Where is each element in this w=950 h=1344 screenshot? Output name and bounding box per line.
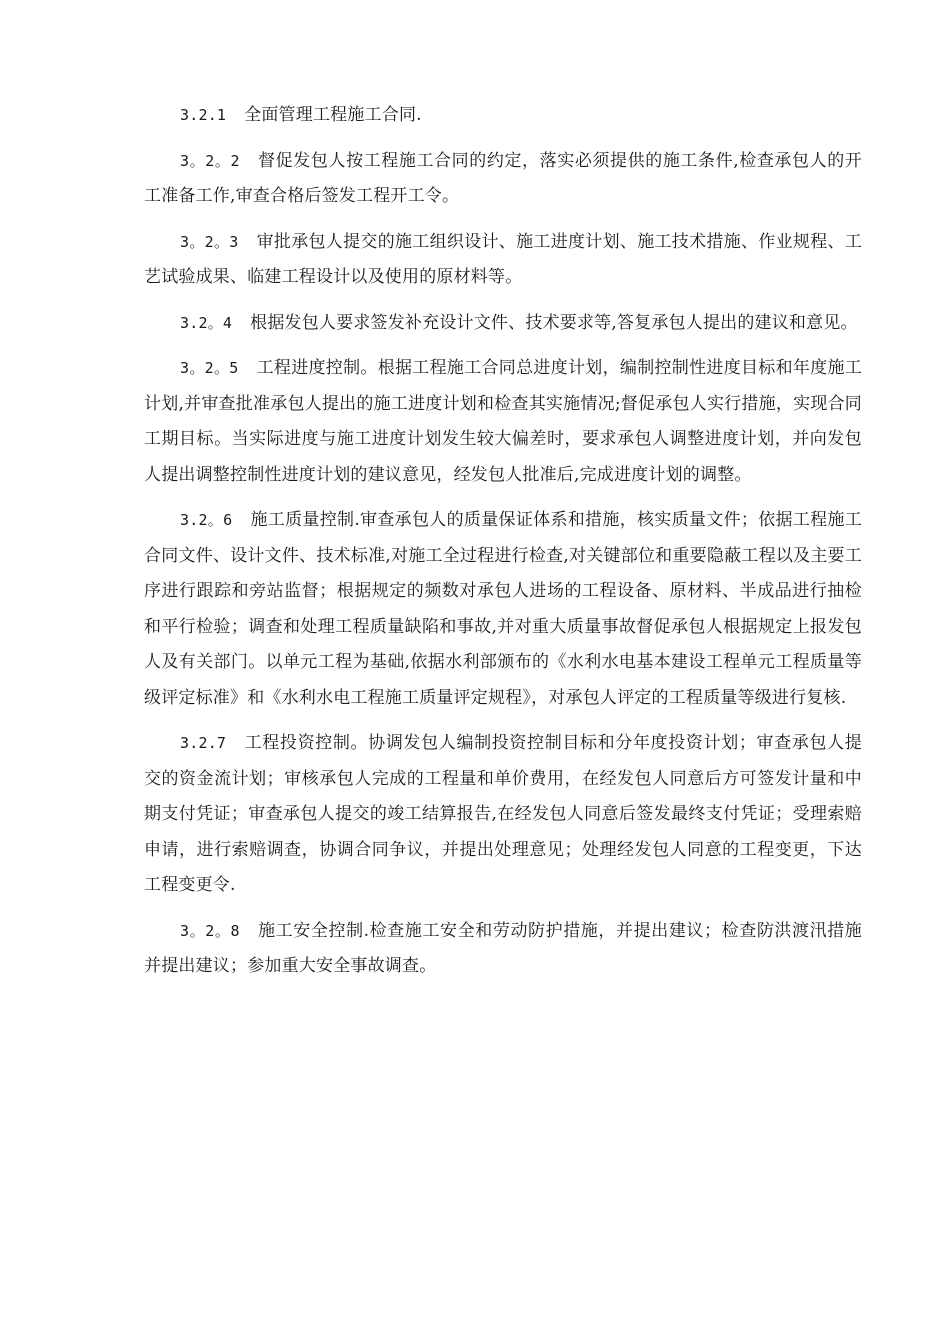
clause-text: 全面管理工程施工合同. bbox=[244, 105, 422, 125]
clause-text: 施工安全控制.检查施工安全和劳动防护措施，并提出建议；检查防洪渡汛措施并提出建议；参加重大安全事故调查。 bbox=[144, 920, 862, 976]
clause-text: 审批承包人提交的施工组织设计、施工进度计划、施工技术措施、作业规程、工艺试验成果、临建工程设计以及使用的原材料等。 bbox=[144, 231, 863, 287]
clause-text: 工程进度控制。根据工程施工合同总进度计划，编制控制性进度目标和年度施工计划,并审查批准承包人提出的施工进度计划和检查其实施情况;督促承包人实行措施，实现合同工期目标。当实际进度与施工进度计划发生较大偏差时，要求承包人调整进度计划，并向发包人提出调整控制性进度计划的建议意见，经发包人批准后,完成进度计划的调整。 bbox=[144, 358, 863, 485]
clause-number: 3.2.7 bbox=[180, 734, 227, 752]
document-body bbox=[144, 98, 862, 995]
clause-3-2-7 bbox=[144, 726, 862, 904]
clause-number: 3。2。3 bbox=[180, 232, 239, 251]
clause-3-2-6 bbox=[144, 503, 862, 716]
clause-3-2-8 bbox=[144, 914, 862, 985]
clause-3-2-2 bbox=[144, 144, 862, 215]
clause-number: 3。2。8 bbox=[180, 921, 240, 940]
clause-number: 3.2。6 bbox=[180, 511, 233, 529]
clause-3-2-5 bbox=[144, 351, 862, 493]
clause-number: 3。2。2 bbox=[180, 151, 240, 170]
clause-number: 3.2.1 bbox=[180, 106, 227, 124]
clause-text: 施工质量控制.审查承包人的质量保证体系和措施，核实质量文件；依据工程施工合同文件、设计文件、技术标准,对施工全过程进行检查,对关键部位和重要隐蔽工程以及主要工序进行跟踪和旁站监督；根据规定的频数对承包人进场的工程设备、原材料、半成品进行抽检和平行检验；调查和处理工程质量缺陷和事故,并对重大质量事故督促承包人根据规定上报发包人及有关部门。以单元工程为基础,依据水利部颁布的《水利水电基本建设工程单元工程质量等级评定标准》和《水利水电工程施工质量评定规程》，对承包人评定的工程质量等级进行复核. bbox=[144, 510, 863, 708]
clause-text: 督促发包人按工程施工合同的约定，落实必须提供的施工条件,检查承包人的开工准备工作,审查合格后签发工程开工令。 bbox=[144, 150, 862, 206]
clause-text: 根据发包人要求签发补充设计文件、技术要求等,答复承包人提出的建议和意见。 bbox=[250, 312, 858, 333]
clause-3-2-3 bbox=[144, 225, 862, 296]
clause-3-2-1 bbox=[144, 98, 862, 134]
clause-text: 工程投资控制。协调发包人编制投资控制目标和分年度投资计划；审查承包人提交的资金流计划；审核承包人完成的工程量和单价费用，在经发包人同意后方可签发计量和中期支付凭证；审查承包人提交的竣工结算报告,在经发包人同意后签发最终支付凭证；受理索赔申请，进行索赔调查，协调合同争议，并提出处理意见；处理经发包人同意的工程变更，下达工程变更令. bbox=[144, 733, 862, 895]
clause-number: 3.2。4 bbox=[180, 313, 233, 332]
clause-3-2-4 bbox=[144, 306, 862, 342]
clause-number: 3。2。5 bbox=[180, 359, 239, 377]
